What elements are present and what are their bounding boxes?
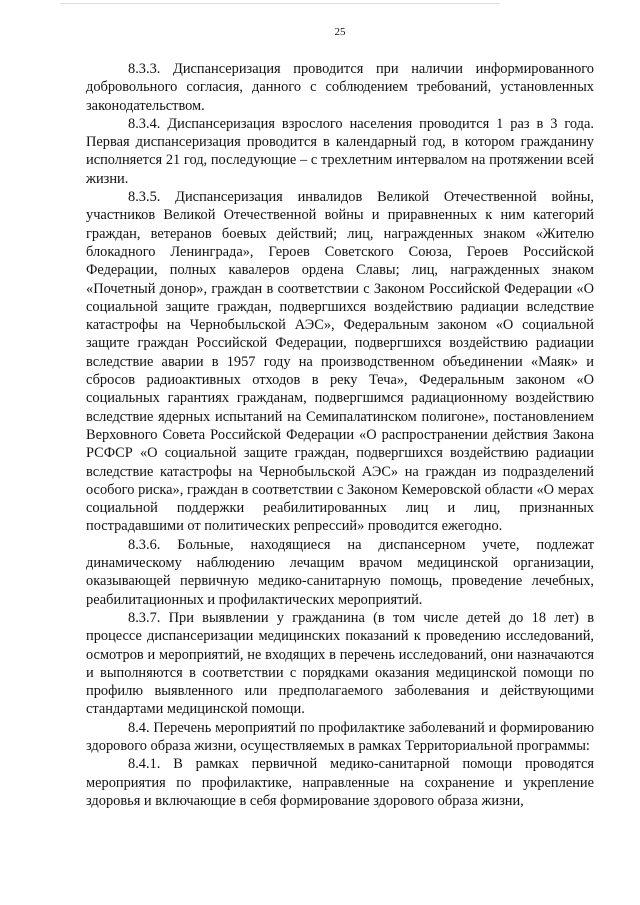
paragraph-8-3-6: 8.3.6. Больные, находящиеся на диспансерном учете, подлежат динамическому наблюдению лечащим врачом медицинской организации, оказывающей первичную медико-санитарную помощь, проведение лечебных, реабилитационных и профилактических мероприятий. (86, 536, 594, 608)
paragraph-8-3-7: 8.3.7. При выявлении у гражданина (в том числе детей до 18 лет) в процессе диспансеризации медицинских показаний к проведению исследований, осмотров и мероприятий, не входящих в перечень исследований, они назначаются и выполняются в соответствии с порядками оказания медицинской помощи по профилю выявленного или предполагаемого заболевания и действующими стандартами медицинской помощи. (86, 609, 594, 718)
paragraph-8-4: 8.4. Перечень мероприятий по профилактике заболеваний и формированию здорового образа жизни, осуществляемых в рамках Территориальной программы: (86, 719, 594, 754)
paragraph-8-3-3: 8.3.3. Диспансеризация проводится при наличии информированного добровольного согласия, данного с соблюдением требований, установленных законодательством. (86, 61, 594, 114)
scan-edge-line (60, 3, 500, 4)
paragraph-8-3-4: 8.3.4. Диспансеризация взрослого населения проводится 1 раз в 3 года. Первая диспансеризация проводится в календарный год, в котором гражданину исполняется 21 год, последующие – с трехлетним интервалом на протяжении всей жизни. (86, 115, 594, 187)
page-number: 25 (334, 26, 346, 38)
paragraph-8-3-5: 8.3.5. Диспансеризация инвалидов Великой Отечественной войны, участников Великой Отечественной войны и приравненных к ним категорий граждан, ветеранов боевых действий; лиц, награжденных знаком «Жителю блокадного Ленинграда», Героев Советского Союза, Героев Российской Федерации, полных кавалеров ордена Славы; лиц, награжденных знаком «Почетный донор», граждан в соответствии с Законом Российской Федерации «О социальной защите граждан, подвергшихся воздействию радиации вследствие катастрофы на Чернобыльской АЭС», Федеральным законом «О социальной защите граждан Российской Федерации, подвергшихся воздействию радиации вследствие аварии в 1957 году на производственном объединении «Маяк» и сбросов радиоактивных отходов в реку Теча», Федеральным законом «О социальных гарантиях гражданам, подвергшимся радиационному воздействию вследствие ядерных испытаний на Семипалатинском полигоне», постановлением Верховного Совета Российской Федерации «О распространении действия Закона РСФСР «О социальной защите граждан, подвергшихся воздействию радиации вследствие катастрофы на Чернобыльской АЭС» на граждан из подразделений особого риска», граждан в соответствии с Законом Кемеровской области «О мерах социальной поддержки реабилитированных лиц и лиц, признанных пострадавшими от политических репрессий» проводится ежегодно. (86, 189, 594, 535)
paragraph-8-4-1: 8.4.1. В рамках первичной медико-санитарной помощи проводятся мероприятия по профилактике, направленные на сохранение и укрепление здоровья и включающие в себя формирование здорового образа жизни, (86, 756, 594, 809)
